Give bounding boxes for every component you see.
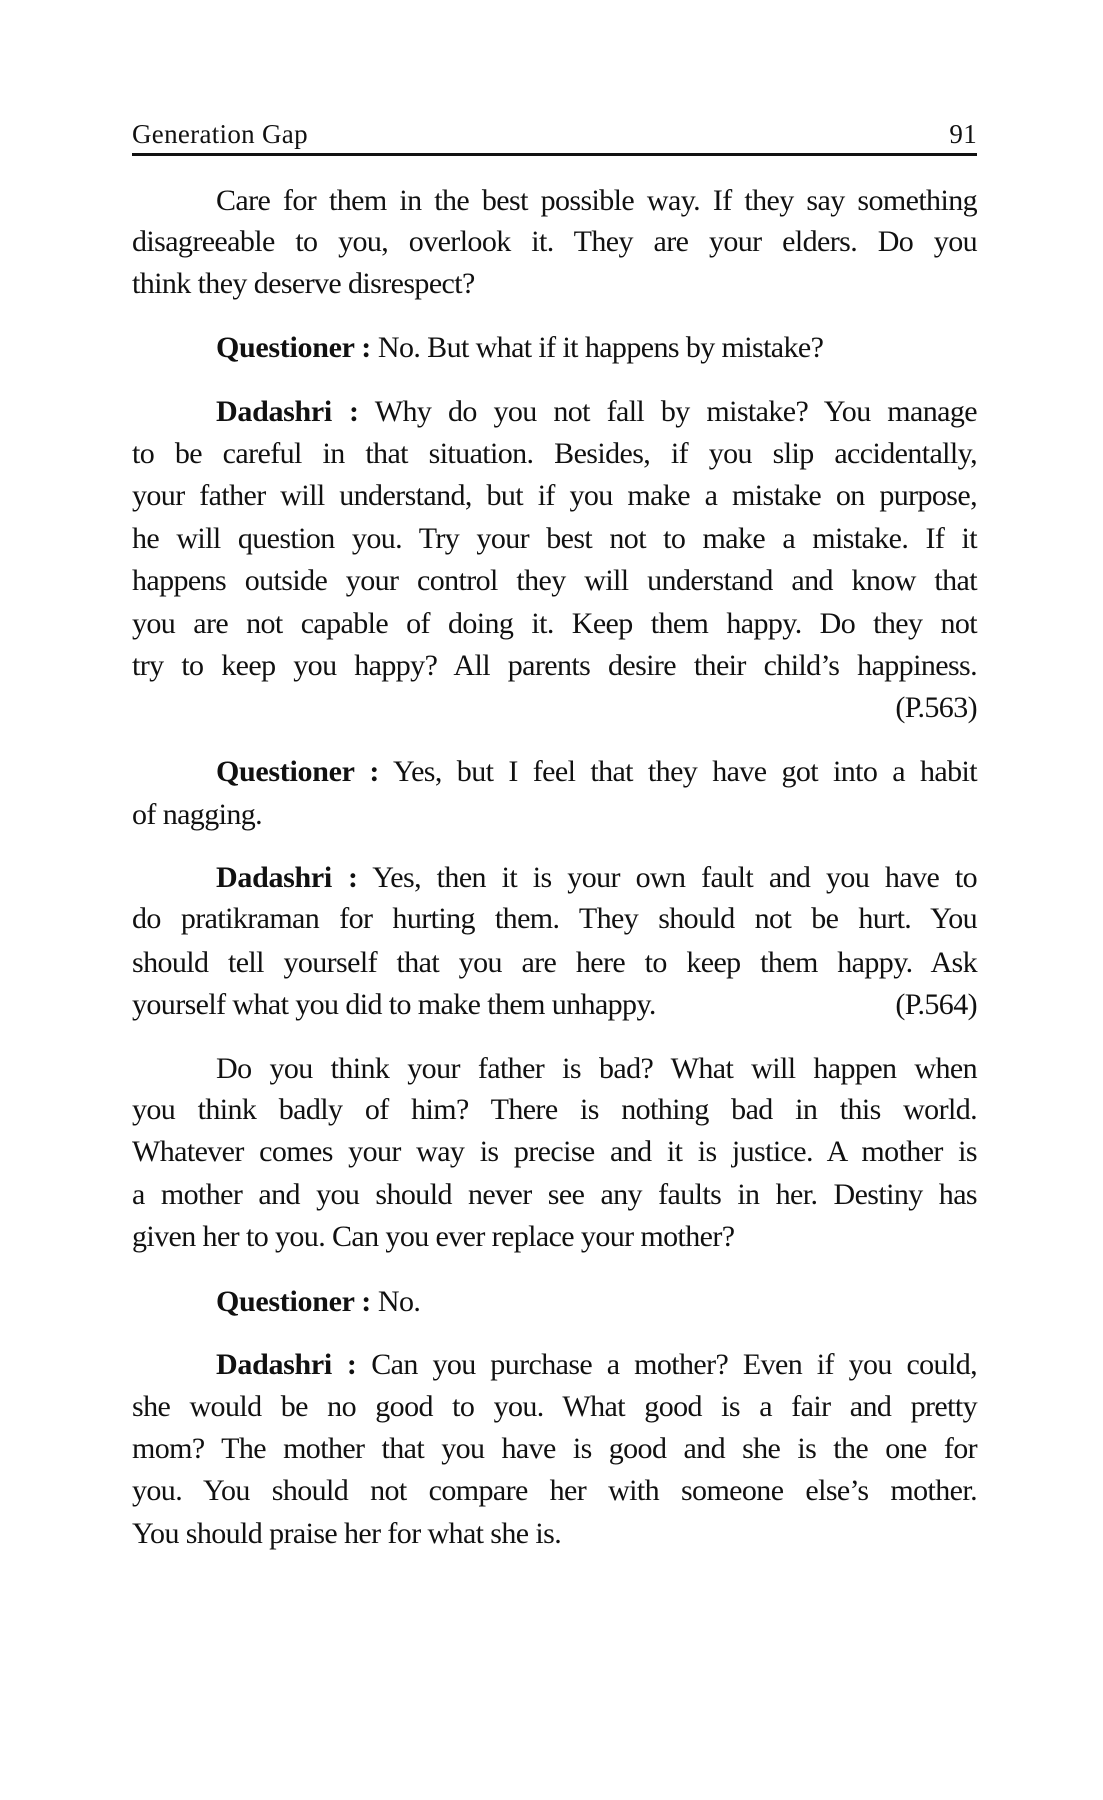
line-text: happens outside your control they will understand and know that	[132, 564, 977, 597]
running-header-title: Generation Gap	[132, 119, 308, 149]
speaker-label: Questioner :	[216, 755, 380, 788]
line-text: should tell yourself that you are here to keep them happy. Ask	[132, 946, 977, 979]
text-line	[132, 794, 977, 836]
text-line	[132, 898, 977, 940]
speaker-label: Dadashri :	[216, 861, 358, 894]
text-line	[132, 1470, 977, 1512]
page-number: 91	[949, 119, 977, 149]
text-line	[216, 327, 977, 369]
text-line	[132, 1428, 977, 1470]
line-text: a mother and you should never see any faults in her. Destiny has	[132, 1178, 977, 1211]
text-line	[132, 1131, 977, 1173]
line-text: you are not capable of doing it. Keep them happy. Do they not	[132, 607, 977, 640]
speaker-label: Questioner :	[216, 331, 371, 364]
text-line	[132, 1513, 977, 1555]
line-text: Can you purchase a mother? Even if you could,	[356, 1348, 977, 1381]
text-line	[132, 984, 977, 1026]
text-line	[132, 518, 977, 560]
page-reference: (P.564)	[895, 988, 977, 1021]
header-rule	[132, 153, 977, 156]
line-text: You should praise her for what she is.	[132, 1517, 562, 1550]
text-line	[132, 645, 977, 687]
text-line	[132, 603, 977, 645]
text-line	[132, 475, 977, 517]
speaker-label: Dadashri :	[216, 395, 359, 428]
line-text: try to keep you happy? All parents desire their child’s happiness.	[132, 649, 977, 682]
text-line	[132, 1216, 977, 1258]
line-text: Do you think your father is bad? What will happen when	[216, 1052, 977, 1085]
line-text: Care for them in the best possible way. If they say something	[216, 184, 977, 217]
line-text: you think badly of him? There is nothing bad in this world.	[132, 1093, 977, 1126]
text-line	[216, 391, 977, 433]
line-text: mom? The mother that you have is good and she is the one for	[132, 1432, 977, 1465]
line-text: disagreeable to you, overlook it. They are your elders. Do you	[132, 225, 977, 258]
text-line	[216, 1048, 977, 1090]
text-line	[132, 942, 977, 984]
line-text: Whatever comes your way is precise and it is justice. A mother is	[132, 1135, 977, 1168]
line-text: Why do you not fall by mistake? You manage	[358, 395, 977, 428]
line-text: you. You should not compare her with someone else’s mother.	[132, 1474, 977, 1507]
line-text: No.	[371, 1285, 421, 1318]
line-text: do pratikraman for hurting them. They should not be hurt. You	[132, 902, 977, 935]
line-text: think they deserve disrespect?	[132, 267, 475, 300]
line-text: Yes, but I feel that they have got into a habit	[379, 755, 978, 788]
text-line	[132, 221, 977, 263]
line-text: given her to you. Can you ever replace your mother?	[132, 1220, 735, 1253]
line-text: Yes, then it is your own fault and you have to	[357, 861, 977, 894]
speaker-label: Dadashri :	[216, 1348, 357, 1381]
text-line	[216, 751, 977, 793]
line-text: (P.563)	[895, 691, 977, 724]
text-line	[132, 1386, 977, 1428]
text-line	[216, 1344, 977, 1386]
text-line	[132, 263, 977, 305]
line-text: to be careful in that situation. Besides, if you slip accidentally,	[132, 437, 977, 470]
text-line	[216, 180, 977, 222]
line-text: your father will understand, but if you make a mistake on purpose,	[132, 479, 977, 512]
line-text: No. But what if it happens by mistake?	[371, 331, 824, 364]
speaker-label: Questioner :	[216, 1285, 371, 1318]
line-text: yourself what you did to make them unhappy.	[132, 988, 656, 1021]
line-text: she would be no good to you. What good is a fair and pretty	[132, 1390, 977, 1423]
text-line	[132, 1089, 977, 1131]
line-text: he will question you. Try your best not to make a mistake. If it	[132, 522, 977, 555]
text-line	[216, 857, 977, 899]
text-line	[132, 433, 977, 475]
text-line	[132, 1174, 977, 1216]
text-line	[132, 560, 977, 602]
line-text: of nagging.	[132, 798, 263, 831]
text-line	[132, 687, 977, 729]
text-line	[216, 1281, 977, 1323]
